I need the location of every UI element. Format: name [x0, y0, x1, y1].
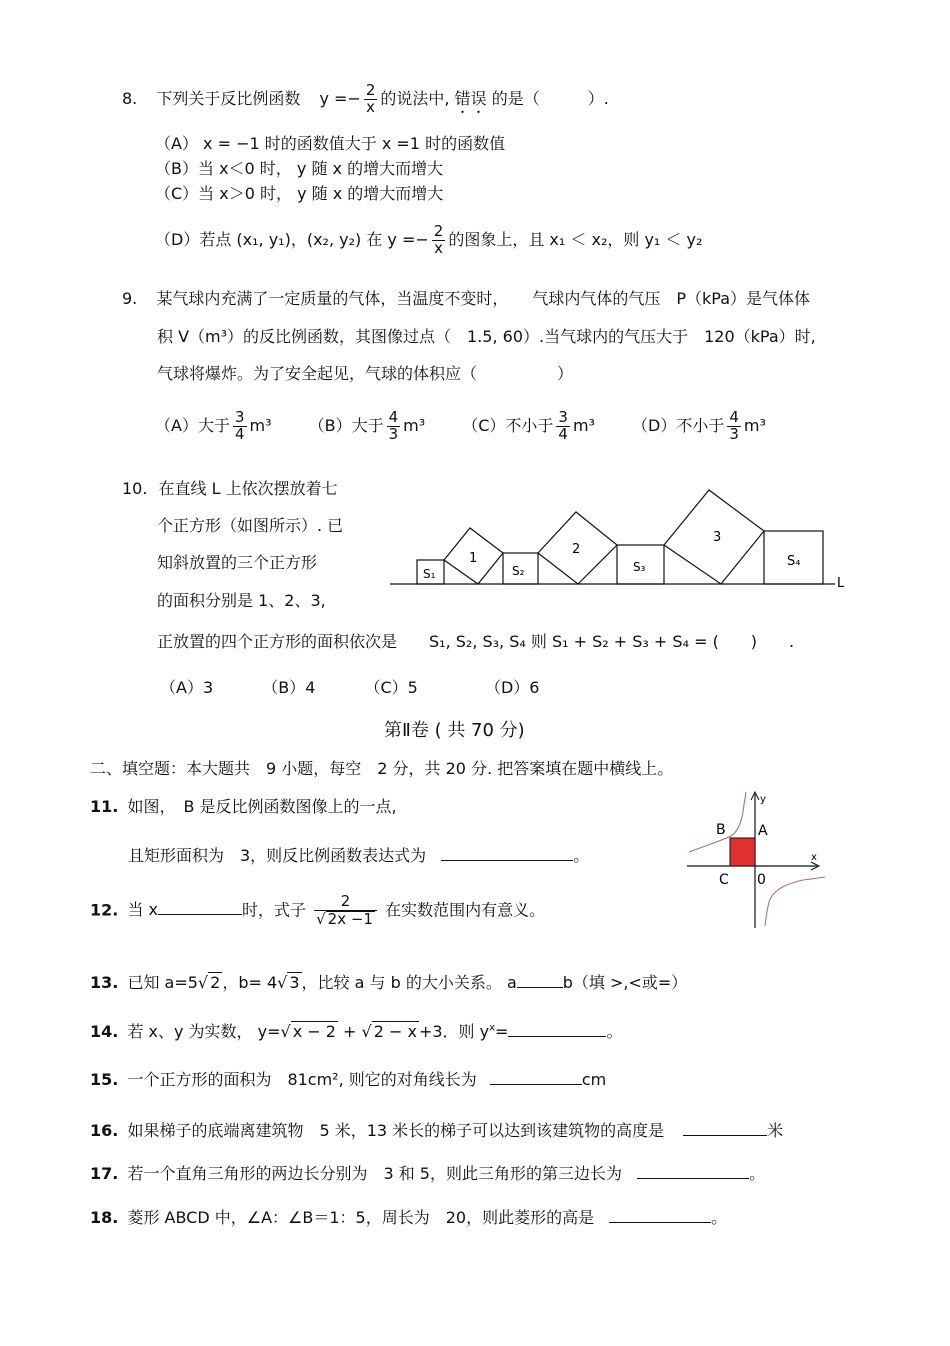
- q8-option-c: （C）当 x＞0 时， y 随 x 的增大而增大: [155, 184, 444, 203]
- q10-line2: 个正方形（如图所示）. 已: [157, 516, 344, 535]
- q8-option-d-pre: （D）若点 (x₁, y₁)，(x₂, y₂) 在 y =−: [155, 229, 429, 249]
- q13-post: ，比较 a 与 b 的大小关系。 a: [301, 973, 517, 992]
- q15-answer-blank[interactable]: [490, 1083, 582, 1085]
- q14: 14. 若 x、y 为实数， y=√ x − 2 + √ 2 − x +3．则 $y^x=$ 。: [90, 1022, 623, 1041]
- q14-exponent: x: [489, 1022, 496, 1034]
- q10-option-b: （B）4: [262, 678, 316, 697]
- q14-plus: +: [343, 1022, 357, 1041]
- square-s1-label: S₁: [423, 567, 436, 581]
- point-a-label: A: [758, 823, 768, 839]
- q8-number: 8.: [122, 88, 138, 108]
- q13-answer-blank[interactable]: [517, 986, 563, 988]
- q13-pre: 已知 a=5: [127, 973, 198, 992]
- q8-pre: 下列关于反比例函数: [156, 88, 301, 108]
- q9-line2: 积 V（m³）的反比例函数，其图像过点（ 1.5, 60）.当气球内的气压大于 120（kPa）时,: [157, 327, 816, 346]
- q9-option-b: （B）大于 $\frac{4}{3}$ m³: [308, 408, 426, 443]
- q16: [90, 1121, 783, 1140]
- q10-options: [160, 678, 539, 697]
- q9-options: [155, 410, 766, 443]
- q16-answer-blank[interactable]: [683, 1134, 767, 1136]
- q10-line1: [122, 479, 338, 498]
- q8-mid: 的说法中,: [380, 88, 450, 108]
- x-axis-label: x: [811, 852, 817, 863]
- q18-answer-blank[interactable]: [609, 1221, 711, 1223]
- q12-number: 12.: [90, 900, 119, 920]
- q10-squares-figure: [385, 485, 855, 595]
- q8-emphasis: 错误: [454, 88, 487, 108]
- section-instruction: 二、填空题：本大题共 9 小题，每空 2 分，共 20 分. 把答案填在题中横线上。: [90, 759, 674, 778]
- q12-post: 在实数范围内有意义。: [385, 900, 546, 920]
- q15-number: 15.: [90, 1070, 119, 1089]
- q9-option-c: （C）不小于 $\frac{3}{4}$ m³: [462, 408, 595, 443]
- q8-stem: [122, 83, 609, 117]
- q13: 13. 已知 a=5√ 2 ，b= 4√ 3 ，比较 a 与 b 的大小关系。 a b（填 >,<或=）: [90, 973, 688, 992]
- q11-end: 。: [573, 846, 590, 865]
- q17-answer-blank[interactable]: [637, 1177, 749, 1179]
- point-c-label: C: [719, 872, 729, 888]
- q12-mid: 时，式子: [242, 900, 307, 920]
- tilted-square-2-label: 2: [572, 542, 581, 557]
- q9-line3: 气球将爆炸。为了安全起见，气球的体积应（ ）: [157, 364, 574, 383]
- q13-radicand-1: 2: [210, 973, 221, 992]
- q11-answer-blank[interactable]: [441, 859, 573, 861]
- q18-number: 18.: [90, 1208, 119, 1227]
- q9-option-d: （D）不小于 $\frac{4}{3}$ m³: [632, 408, 766, 443]
- q8-fraction: $\frac{2}{x}$: [365, 81, 376, 116]
- q11-line2: [128, 846, 589, 865]
- point-b-label: B: [716, 822, 726, 838]
- q14-end: 。: [606, 1022, 623, 1041]
- line-l-label: L: [837, 576, 845, 591]
- q16-number: 16.: [90, 1121, 119, 1140]
- origin-label: 0: [757, 872, 766, 888]
- q12-pre: 当 x: [127, 900, 158, 920]
- q9-number: 9.: [122, 289, 138, 308]
- q15-unit: cm: [581, 1070, 607, 1089]
- q10-line3: 知斜放置的三个正方形: [157, 553, 318, 572]
- q14-eq: =: [495, 1022, 509, 1041]
- q14-radicand-2: 2 − x: [373, 1022, 417, 1041]
- q17-number: 17.: [90, 1164, 119, 1183]
- q11-number: 11.: [90, 797, 119, 816]
- q14-number: 14.: [90, 1022, 119, 1041]
- q8-post: 的是（ ）.: [491, 88, 609, 108]
- q10-option-d: （D）6: [484, 678, 540, 697]
- q14-answer-blank[interactable]: [508, 1035, 606, 1037]
- q11-line2-text: 且矩形面积为 3，则反比例函数表达式为: [128, 846, 427, 865]
- square-s4-label: S₄: [787, 554, 801, 569]
- q14-radicand-1: x − 2: [292, 1022, 336, 1041]
- q16-unit: 米: [767, 1121, 784, 1140]
- q10-option-a: （A）3: [160, 678, 214, 697]
- q18: [90, 1208, 727, 1227]
- q8-option-d-fraction: $\frac{2}{x}$: [433, 222, 444, 257]
- hyperbola-branch-lower-right: [765, 877, 825, 926]
- q10-line1-text: 在直线 L 上依次摆放着七: [158, 479, 338, 498]
- section-title: 第Ⅱ卷 ( 共 70 分): [384, 720, 525, 741]
- q8-option-d: [155, 224, 702, 257]
- q11-line1: [90, 797, 397, 816]
- q8-option-a: （A） x = −1 时的函数值大于 x =1 时的函数值: [155, 134, 506, 153]
- q10-line4: 的面积分别是 1、2、3,: [157, 591, 326, 610]
- q11-line1-text: 如图， B 是反比例函数图像上的一点,: [127, 797, 397, 816]
- tilted-square-3-label: 3: [713, 530, 722, 545]
- q13-mid: ，b= 4: [222, 973, 278, 992]
- q14-post: +3．则 y: [418, 1022, 490, 1041]
- q10-line5: 正放置的四个正方形的面积依次是 S₁, S₂, S₃, S₄ 则 S₁ + S₂ + S₃ + S₄ = ( ) .: [157, 632, 795, 651]
- square-s2-label: S₂: [512, 564, 525, 578]
- shaded-rectangle: [730, 838, 755, 866]
- q17-text: 若一个直角三角形的两边长分别为 3 和 5，则此三角形的第三边长为: [127, 1164, 622, 1183]
- q17-end: 。: [749, 1164, 766, 1183]
- q18-text: 菱形 ABCD 中，∠A：∠B＝1：5，周长为 20，则此菱形的高是: [127, 1208, 595, 1227]
- q11-hyperbola-figure: [685, 790, 835, 930]
- y-axis-label: y: [760, 794, 766, 805]
- q10-number: 10.: [122, 479, 148, 498]
- q13-tail: b（填 >,<或=）: [562, 973, 688, 992]
- q16-text: 如果梯子的底端离建筑物 5 米，13 米长的梯子可以达到该建筑物的高度是: [127, 1121, 665, 1140]
- q8-func-lhs: y =−: [319, 88, 361, 108]
- q10-option-c: （C）5: [364, 678, 418, 697]
- q9-line1: [122, 289, 810, 308]
- q8-option-d-post: 的图象上，且 x₁ ＜ x₂，则 y₁ ＜ y₂: [448, 229, 703, 249]
- q18-end: 。: [711, 1208, 728, 1227]
- q12-answer-blank[interactable]: [158, 913, 242, 915]
- tilted-square-1-label: 1: [469, 551, 478, 566]
- square-s3-label: S₃: [633, 560, 646, 574]
- q14-pre: 若 x、y 为实数， y=: [127, 1022, 281, 1041]
- q12-fraction: $\frac{2}{√ 2x -1}$: [314, 894, 377, 928]
- q17: [90, 1164, 765, 1183]
- q13-radicand-2: 3: [289, 973, 300, 992]
- q9-option-a: （A）大于 $\frac{3}{4}$ m³: [155, 408, 272, 443]
- q13-number: 13.: [90, 973, 119, 992]
- q12: [90, 894, 545, 928]
- q8-option-b: （B）当 x＜0 时， y 随 x 的增大而增大: [155, 159, 444, 178]
- q15: [90, 1070, 606, 1089]
- q15-text: 一个正方形的面积为 81cm², 则它的对角线长为: [127, 1070, 477, 1089]
- q9-line1-text: 某气球内充满了一定质量的气体，当温度不变时， 气球内气体的气压 P（kPa）是气体体: [156, 289, 811, 308]
